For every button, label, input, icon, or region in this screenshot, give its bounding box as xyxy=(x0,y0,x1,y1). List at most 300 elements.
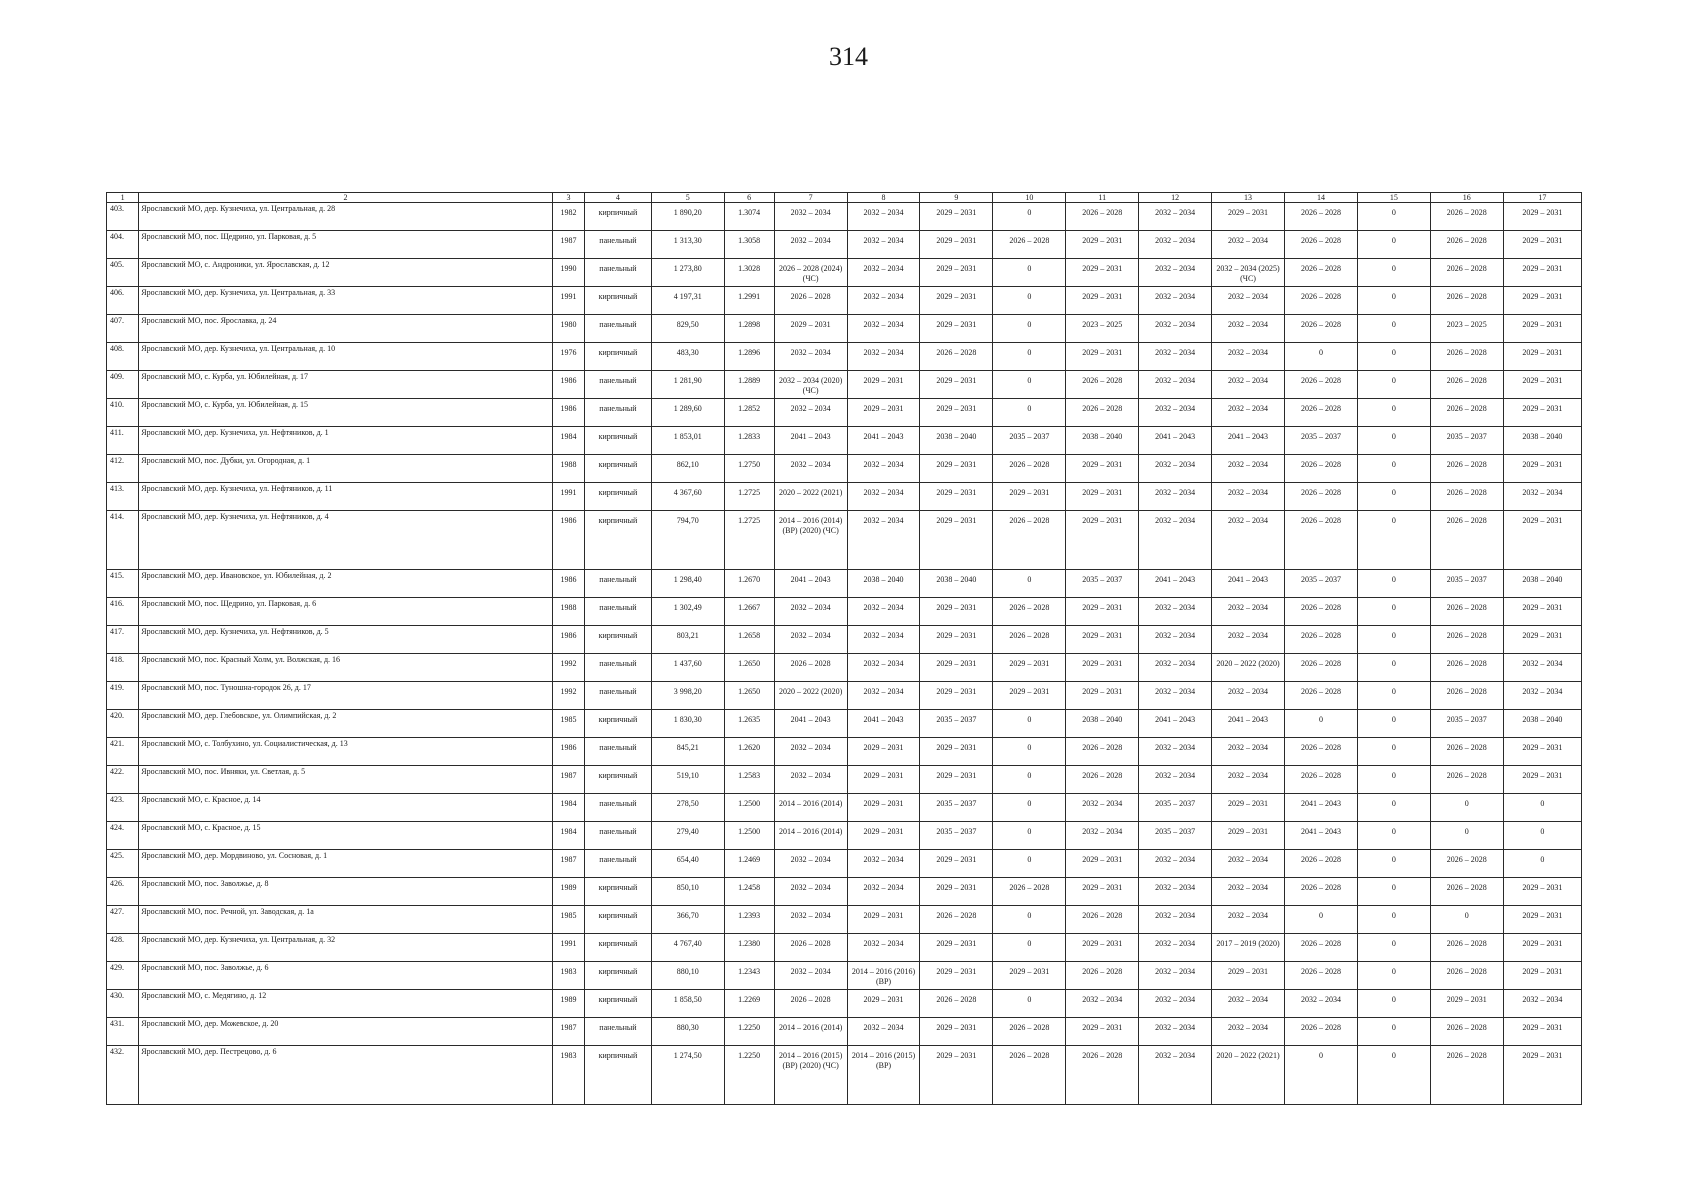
page-number: 314 xyxy=(829,42,868,71)
address-cell: Ярославский МО, пос. Красный Холм, ул. Волжская, д. 16 xyxy=(139,654,553,682)
col-5-cell: 4 767,40 xyxy=(651,934,724,962)
col-17-cell: 2032 – 2034 xyxy=(1503,654,1581,682)
address-cell: Ярославский МО, пос. Ярославка, д. 24 xyxy=(139,315,553,343)
col-5-cell: 1 890,20 xyxy=(651,203,724,231)
address-cell: Ярославский МО, дер. Кузнечиха, ул. Нефтяников, д. 1 xyxy=(139,427,553,455)
col-15-cell: 0 xyxy=(1357,259,1430,287)
col-15-cell: 0 xyxy=(1357,794,1430,822)
table-row xyxy=(107,682,1582,710)
column-header-1: 1 xyxy=(107,193,139,203)
col-15-cell: 0 xyxy=(1357,962,1430,990)
table-row xyxy=(107,427,1582,455)
col-10-cell: 0 xyxy=(993,399,1066,427)
col-11-cell: 2026 – 2028 xyxy=(1066,766,1139,794)
column-header-14: 14 xyxy=(1285,193,1358,203)
col-10-cell: 0 xyxy=(993,343,1066,371)
col-6-cell: 1.2393 xyxy=(724,906,774,934)
col-12-cell: 2032 – 2034 xyxy=(1139,626,1212,654)
row-number-cell: 413. xyxy=(107,483,139,511)
row-number-cell: 425. xyxy=(107,850,139,878)
column-header-15: 15 xyxy=(1357,193,1430,203)
col-3-cell: 1989 xyxy=(552,990,584,1018)
col-16-cell: 2026 – 2028 xyxy=(1430,738,1503,766)
col-9-cell: 2029 – 2031 xyxy=(920,287,993,315)
address-cell: Ярославский МО, с. Курба, ул. Юбилейная, д. 15 xyxy=(139,399,553,427)
row-number-cell: 429. xyxy=(107,962,139,990)
column-header-9: 9 xyxy=(920,193,993,203)
col-11-cell: 2026 – 2028 xyxy=(1066,738,1139,766)
col-3-cell: 1984 xyxy=(552,427,584,455)
address-cell: Ярославский МО, дер. Мордвиново, ул. Сосновая, д. 1 xyxy=(139,850,553,878)
col-7-cell: 2026 – 2028 xyxy=(774,990,847,1018)
col-8-cell: 2032 – 2034 xyxy=(847,231,920,259)
col-6-cell: 1.2469 xyxy=(724,850,774,878)
col-7-cell: 2026 – 2028 xyxy=(774,654,847,682)
col-4-cell: кирпичный xyxy=(585,1046,652,1105)
col-17-cell: 2032 – 2034 xyxy=(1503,990,1581,1018)
col-8-cell: 2014 – 2016 (2015) (ВР) xyxy=(847,1046,920,1105)
col-13-cell: 2032 – 2034 xyxy=(1212,231,1285,259)
col-15-cell: 0 xyxy=(1357,1018,1430,1046)
col-13-cell: 2032 – 2034 xyxy=(1212,990,1285,1018)
col-6-cell: 1.2583 xyxy=(724,766,774,794)
col-17-cell: 2029 – 2031 xyxy=(1503,511,1581,570)
col-13-cell: 2032 – 2034 xyxy=(1212,343,1285,371)
col-7-cell: 2032 – 2034 xyxy=(774,738,847,766)
col-5-cell: 366,70 xyxy=(651,906,724,934)
col-4-cell: кирпичный xyxy=(585,710,652,738)
col-17-cell: 0 xyxy=(1503,822,1581,850)
row-number-cell: 431. xyxy=(107,1018,139,1046)
col-6-cell: 1.2620 xyxy=(724,738,774,766)
col-11-cell: 2032 – 2034 xyxy=(1066,990,1139,1018)
col-13-cell: 2032 – 2034 (2025) (ЧС) xyxy=(1212,259,1285,287)
col-5-cell: 1 274,50 xyxy=(651,1046,724,1105)
col-4-cell: кирпичный xyxy=(585,455,652,483)
col-4-cell: панельный xyxy=(585,371,652,399)
col-7-cell: 2032 – 2034 xyxy=(774,343,847,371)
col-11-cell: 2029 – 2031 xyxy=(1066,654,1139,682)
row-number-cell: 420. xyxy=(107,710,139,738)
col-12-cell: 2032 – 2034 xyxy=(1139,1046,1212,1105)
col-10-cell: 0 xyxy=(993,990,1066,1018)
col-13-cell: 2032 – 2034 xyxy=(1212,371,1285,399)
col-3-cell: 1986 xyxy=(552,371,584,399)
col-8-cell: 2032 – 2034 xyxy=(847,626,920,654)
row-number-cell: 430. xyxy=(107,990,139,1018)
col-12-cell: 2032 – 2034 xyxy=(1139,1018,1212,1046)
col-16-cell: 0 xyxy=(1430,906,1503,934)
col-5-cell: 279,40 xyxy=(651,822,724,850)
column-header-5: 5 xyxy=(651,193,724,203)
col-16-cell: 0 xyxy=(1430,794,1503,822)
col-15-cell: 0 xyxy=(1357,1046,1430,1105)
row-number-cell: 408. xyxy=(107,343,139,371)
housing-schedule-table xyxy=(106,192,1582,1105)
col-4-cell: панельный xyxy=(585,259,652,287)
col-15-cell: 0 xyxy=(1357,626,1430,654)
column-header-16: 16 xyxy=(1430,193,1503,203)
col-16-cell: 0 xyxy=(1430,822,1503,850)
row-number-cell: 427. xyxy=(107,906,139,934)
col-9-cell: 2029 – 2031 xyxy=(920,511,993,570)
col-5-cell: 1 302,49 xyxy=(651,598,724,626)
col-11-cell: 2029 – 2031 xyxy=(1066,682,1139,710)
col-17-cell: 2029 – 2031 xyxy=(1503,231,1581,259)
col-4-cell: панельный xyxy=(585,231,652,259)
col-11-cell: 2029 – 2031 xyxy=(1066,850,1139,878)
column-header-12: 12 xyxy=(1139,193,1212,203)
table-row xyxy=(107,231,1582,259)
col-12-cell: 2032 – 2034 xyxy=(1139,371,1212,399)
col-5-cell: 1 281,90 xyxy=(651,371,724,399)
col-14-cell: 2026 – 2028 xyxy=(1285,962,1358,990)
col-16-cell: 2026 – 2028 xyxy=(1430,878,1503,906)
col-5-cell: 4 197,31 xyxy=(651,287,724,315)
col-9-cell: 2029 – 2031 xyxy=(920,399,993,427)
col-7-cell: 2014 – 2016 (2014) xyxy=(774,1018,847,1046)
col-9-cell: 2029 – 2031 xyxy=(920,766,993,794)
column-header-10: 10 xyxy=(993,193,1066,203)
column-header-13: 13 xyxy=(1212,193,1285,203)
row-number-cell: 419. xyxy=(107,682,139,710)
col-12-cell: 2032 – 2034 xyxy=(1139,259,1212,287)
col-4-cell: кирпичный xyxy=(585,626,652,654)
col-10-cell: 0 xyxy=(993,371,1066,399)
col-10-cell: 0 xyxy=(993,203,1066,231)
col-4-cell: кирпичный xyxy=(585,203,652,231)
address-cell: Ярославский МО, дер. Кузнечиха, ул. Центральная, д. 10 xyxy=(139,343,553,371)
row-number-cell: 418. xyxy=(107,654,139,682)
col-15-cell: 0 xyxy=(1357,682,1430,710)
col-14-cell: 2026 – 2028 xyxy=(1285,315,1358,343)
col-16-cell: 2026 – 2028 xyxy=(1430,626,1503,654)
col-16-cell: 2026 – 2028 xyxy=(1430,399,1503,427)
table-row xyxy=(107,399,1582,427)
col-7-cell: 2041 – 2043 xyxy=(774,710,847,738)
col-8-cell: 2029 – 2031 xyxy=(847,371,920,399)
col-6-cell: 1.2380 xyxy=(724,934,774,962)
col-17-cell: 2029 – 2031 xyxy=(1503,1018,1581,1046)
column-number-row xyxy=(107,193,1582,203)
col-9-cell: 2029 – 2031 xyxy=(920,738,993,766)
col-11-cell: 2032 – 2034 xyxy=(1066,794,1139,822)
col-10-cell: 0 xyxy=(993,934,1066,962)
col-5-cell: 850,10 xyxy=(651,878,724,906)
col-15-cell: 0 xyxy=(1357,315,1430,343)
table-row xyxy=(107,371,1582,399)
col-12-cell: 2032 – 2034 xyxy=(1139,962,1212,990)
col-10-cell: 2029 – 2031 xyxy=(993,962,1066,990)
col-6-cell: 1.2635 xyxy=(724,710,774,738)
col-17-cell: 2029 – 2031 xyxy=(1503,1046,1581,1105)
col-13-cell: 2032 – 2034 xyxy=(1212,483,1285,511)
col-16-cell: 2035 – 2037 xyxy=(1430,570,1503,598)
col-12-cell: 2032 – 2034 xyxy=(1139,203,1212,231)
col-17-cell: 2032 – 2034 xyxy=(1503,483,1581,511)
address-cell: Ярославский МО, пос. Дубки, ул. Огородная, д. 1 xyxy=(139,455,553,483)
col-17-cell: 2029 – 2031 xyxy=(1503,906,1581,934)
col-13-cell: 2029 – 2031 xyxy=(1212,962,1285,990)
col-11-cell: 2029 – 2031 xyxy=(1066,455,1139,483)
col-7-cell: 2014 – 2016 (2015) (ВР) (2020) (ЧС) xyxy=(774,1046,847,1105)
col-13-cell: 2017 – 2019 (2020) xyxy=(1212,934,1285,962)
col-15-cell: 0 xyxy=(1357,878,1430,906)
row-number-cell: 423. xyxy=(107,794,139,822)
col-12-cell: 2032 – 2034 xyxy=(1139,654,1212,682)
table-row xyxy=(107,455,1582,483)
col-11-cell: 2029 – 2031 xyxy=(1066,598,1139,626)
col-14-cell: 2026 – 2028 xyxy=(1285,850,1358,878)
row-number-cell: 415. xyxy=(107,570,139,598)
table-row xyxy=(107,878,1582,906)
table-row xyxy=(107,906,1582,934)
table-row xyxy=(107,822,1582,850)
col-9-cell: 2029 – 2031 xyxy=(920,626,993,654)
col-10-cell: 2026 – 2028 xyxy=(993,878,1066,906)
col-3-cell: 1990 xyxy=(552,259,584,287)
col-10-cell: 0 xyxy=(993,906,1066,934)
col-3-cell: 1985 xyxy=(552,710,584,738)
col-7-cell: 2026 – 2028 xyxy=(774,934,847,962)
col-17-cell: 2029 – 2031 xyxy=(1503,315,1581,343)
col-9-cell: 2029 – 2031 xyxy=(920,1046,993,1105)
col-6-cell: 1.2500 xyxy=(724,794,774,822)
col-10-cell: 0 xyxy=(993,738,1066,766)
row-number-cell: 432. xyxy=(107,1046,139,1105)
col-4-cell: панельный xyxy=(585,598,652,626)
table-row xyxy=(107,570,1582,598)
col-15-cell: 0 xyxy=(1357,287,1430,315)
col-13-cell: 2029 – 2031 xyxy=(1212,822,1285,850)
col-10-cell: 0 xyxy=(993,287,1066,315)
col-11-cell: 2029 – 2031 xyxy=(1066,1018,1139,1046)
col-13-cell: 2029 – 2031 xyxy=(1212,203,1285,231)
address-cell: Ярославский МО, дер. Глебовское, ул. Олимпийская, д. 2 xyxy=(139,710,553,738)
col-15-cell: 0 xyxy=(1357,570,1430,598)
col-8-cell: 2038 – 2040 xyxy=(847,570,920,598)
col-3-cell: 1992 xyxy=(552,682,584,710)
column-header-7: 7 xyxy=(774,193,847,203)
col-10-cell: 0 xyxy=(993,794,1066,822)
col-4-cell: панельный xyxy=(585,682,652,710)
col-8-cell: 2029 – 2031 xyxy=(847,794,920,822)
col-17-cell: 2038 – 2040 xyxy=(1503,570,1581,598)
col-6-cell: 1.2725 xyxy=(724,511,774,570)
col-16-cell: 2026 – 2028 xyxy=(1430,1046,1503,1105)
col-10-cell: 0 xyxy=(993,315,1066,343)
col-8-cell: 2032 – 2034 xyxy=(847,934,920,962)
col-9-cell: 2029 – 2031 xyxy=(920,371,993,399)
col-14-cell: 2026 – 2028 xyxy=(1285,878,1358,906)
col-12-cell: 2032 – 2034 xyxy=(1139,878,1212,906)
col-14-cell: 2026 – 2028 xyxy=(1285,287,1358,315)
col-14-cell: 2035 – 2037 xyxy=(1285,427,1358,455)
address-cell: Ярославский МО, с. Красное, д. 15 xyxy=(139,822,553,850)
col-11-cell: 2029 – 2031 xyxy=(1066,259,1139,287)
col-13-cell: 2020 – 2022 (2021) xyxy=(1212,1046,1285,1105)
col-16-cell: 2026 – 2028 xyxy=(1430,850,1503,878)
row-number-cell: 428. xyxy=(107,934,139,962)
col-15-cell: 0 xyxy=(1357,850,1430,878)
col-16-cell: 2026 – 2028 xyxy=(1430,259,1503,287)
col-3-cell: 1991 xyxy=(552,483,584,511)
col-13-cell: 2032 – 2034 xyxy=(1212,738,1285,766)
col-5-cell: 483,30 xyxy=(651,343,724,371)
col-7-cell: 2014 – 2016 (2014) xyxy=(774,822,847,850)
col-4-cell: кирпичный xyxy=(585,878,652,906)
col-10-cell: 2026 – 2028 xyxy=(993,1018,1066,1046)
col-9-cell: 2029 – 2031 xyxy=(920,231,993,259)
col-17-cell: 2029 – 2031 xyxy=(1503,203,1581,231)
col-16-cell: 2026 – 2028 xyxy=(1430,934,1503,962)
col-9-cell: 2026 – 2028 xyxy=(920,990,993,1018)
col-8-cell: 2032 – 2034 xyxy=(847,878,920,906)
col-10-cell: 2026 – 2028 xyxy=(993,231,1066,259)
col-12-cell: 2035 – 2037 xyxy=(1139,822,1212,850)
col-6-cell: 1.2500 xyxy=(724,822,774,850)
col-8-cell: 2032 – 2034 xyxy=(847,343,920,371)
col-7-cell: 2041 – 2043 xyxy=(774,570,847,598)
col-9-cell: 2029 – 2031 xyxy=(920,315,993,343)
column-header-3: 3 xyxy=(552,193,584,203)
col-16-cell: 2026 – 2028 xyxy=(1430,654,1503,682)
col-9-cell: 2029 – 2031 xyxy=(920,203,993,231)
table-row xyxy=(107,990,1582,1018)
row-number-cell: 404. xyxy=(107,231,139,259)
table-header xyxy=(107,193,1582,203)
col-5-cell: 278,50 xyxy=(651,794,724,822)
col-6-cell: 1.2650 xyxy=(724,682,774,710)
column-header-8: 8 xyxy=(847,193,920,203)
col-13-cell: 2032 – 2034 xyxy=(1212,455,1285,483)
row-number-cell: 421. xyxy=(107,738,139,766)
col-11-cell: 2032 – 2034 xyxy=(1066,822,1139,850)
col-12-cell: 2032 – 2034 xyxy=(1139,682,1212,710)
col-7-cell: 2032 – 2034 xyxy=(774,850,847,878)
col-4-cell: панельный xyxy=(585,315,652,343)
col-10-cell: 2029 – 2031 xyxy=(993,654,1066,682)
col-8-cell: 2032 – 2034 xyxy=(847,850,920,878)
table-row xyxy=(107,511,1582,570)
col-8-cell: 2029 – 2031 xyxy=(847,906,920,934)
col-9-cell: 2038 – 2040 xyxy=(920,570,993,598)
col-10-cell: 0 xyxy=(993,570,1066,598)
col-5-cell: 1 830,30 xyxy=(651,710,724,738)
col-9-cell: 2029 – 2031 xyxy=(920,654,993,682)
col-12-cell: 2032 – 2034 xyxy=(1139,850,1212,878)
col-12-cell: 2032 – 2034 xyxy=(1139,934,1212,962)
col-8-cell: 2032 – 2034 xyxy=(847,315,920,343)
address-cell: Ярославский МО, с. Андроники, ул. Ярославская, д. 12 xyxy=(139,259,553,287)
address-cell: Ярославский МО, пос. Речной, ул. Заводская, д. 1а xyxy=(139,906,553,934)
col-13-cell: 2032 – 2034 xyxy=(1212,511,1285,570)
col-6-cell: 1.2896 xyxy=(724,343,774,371)
col-16-cell: 2026 – 2028 xyxy=(1430,483,1503,511)
col-3-cell: 1987 xyxy=(552,850,584,878)
col-3-cell: 1991 xyxy=(552,934,584,962)
col-12-cell: 2032 – 2034 xyxy=(1139,343,1212,371)
col-13-cell: 2032 – 2034 xyxy=(1212,287,1285,315)
col-11-cell: 2038 – 2040 xyxy=(1066,427,1139,455)
col-7-cell: 2032 – 2034 xyxy=(774,231,847,259)
table-row xyxy=(107,654,1582,682)
col-11-cell: 2029 – 2031 xyxy=(1066,287,1139,315)
col-7-cell: 2020 – 2022 (2020) xyxy=(774,682,847,710)
col-13-cell: 2032 – 2034 xyxy=(1212,906,1285,934)
address-cell: Ярославский МО, дер. Кузнечиха, ул. Центральная, д. 32 xyxy=(139,934,553,962)
col-15-cell: 0 xyxy=(1357,738,1430,766)
col-3-cell: 1984 xyxy=(552,822,584,850)
col-17-cell: 2032 – 2034 xyxy=(1503,682,1581,710)
col-14-cell: 2026 – 2028 xyxy=(1285,598,1358,626)
col-12-cell: 2032 – 2034 xyxy=(1139,231,1212,259)
address-cell: Ярославский МО, пос. Ивняки, ул. Светлая, д. 5 xyxy=(139,766,553,794)
col-7-cell: 2029 – 2031 xyxy=(774,315,847,343)
col-5-cell: 794,70 xyxy=(651,511,724,570)
col-16-cell: 2026 – 2028 xyxy=(1430,343,1503,371)
col-4-cell: кирпичный xyxy=(585,962,652,990)
col-12-cell: 2041 – 2043 xyxy=(1139,710,1212,738)
col-8-cell: 2029 – 2031 xyxy=(847,738,920,766)
table-row xyxy=(107,850,1582,878)
col-6-cell: 1.2667 xyxy=(724,598,774,626)
col-9-cell: 2038 – 2040 xyxy=(920,427,993,455)
col-10-cell: 2026 – 2028 xyxy=(993,455,1066,483)
col-14-cell: 2026 – 2028 xyxy=(1285,231,1358,259)
col-7-cell: 2026 – 2028 xyxy=(774,287,847,315)
col-6-cell: 1.2889 xyxy=(724,371,774,399)
col-11-cell: 2023 – 2025 xyxy=(1066,315,1139,343)
col-11-cell: 2029 – 2031 xyxy=(1066,934,1139,962)
col-15-cell: 0 xyxy=(1357,598,1430,626)
col-3-cell: 1983 xyxy=(552,962,584,990)
col-7-cell: 2032 – 2034 xyxy=(774,906,847,934)
col-5-cell: 1 313,30 xyxy=(651,231,724,259)
col-17-cell: 0 xyxy=(1503,850,1581,878)
col-9-cell: 2035 – 2037 xyxy=(920,822,993,850)
table-row xyxy=(107,626,1582,654)
col-3-cell: 1982 xyxy=(552,203,584,231)
row-number-cell: 417. xyxy=(107,626,139,654)
col-14-cell: 2035 – 2037 xyxy=(1285,570,1358,598)
col-17-cell: 2029 – 2031 xyxy=(1503,738,1581,766)
row-number-cell: 409. xyxy=(107,371,139,399)
col-14-cell: 2026 – 2028 xyxy=(1285,511,1358,570)
col-8-cell: 2032 – 2034 xyxy=(847,259,920,287)
col-4-cell: кирпичный xyxy=(585,990,652,1018)
col-14-cell: 2026 – 2028 xyxy=(1285,203,1358,231)
col-16-cell: 2026 – 2028 xyxy=(1430,682,1503,710)
col-7-cell: 2014 – 2016 (2014) xyxy=(774,794,847,822)
col-11-cell: 2026 – 2028 xyxy=(1066,203,1139,231)
col-4-cell: кирпичный xyxy=(585,483,652,511)
col-16-cell: 2026 – 2028 xyxy=(1430,371,1503,399)
column-header-2: 2 xyxy=(139,193,553,203)
row-number-cell: 412. xyxy=(107,455,139,483)
address-cell: Ярославский МО, дер. Пестрецово, д. 6 xyxy=(139,1046,553,1105)
col-6-cell: 1.2658 xyxy=(724,626,774,654)
address-cell: Ярославский МО, с. Красное, д. 14 xyxy=(139,794,553,822)
col-4-cell: кирпичный xyxy=(585,427,652,455)
col-4-cell: кирпичный xyxy=(585,287,652,315)
col-8-cell: 2032 – 2034 xyxy=(847,483,920,511)
col-14-cell: 2032 – 2034 xyxy=(1285,990,1358,1018)
table-row xyxy=(107,483,1582,511)
col-11-cell: 2029 – 2031 xyxy=(1066,878,1139,906)
col-8-cell: 2041 – 2043 xyxy=(847,710,920,738)
col-13-cell: 2032 – 2034 xyxy=(1212,682,1285,710)
